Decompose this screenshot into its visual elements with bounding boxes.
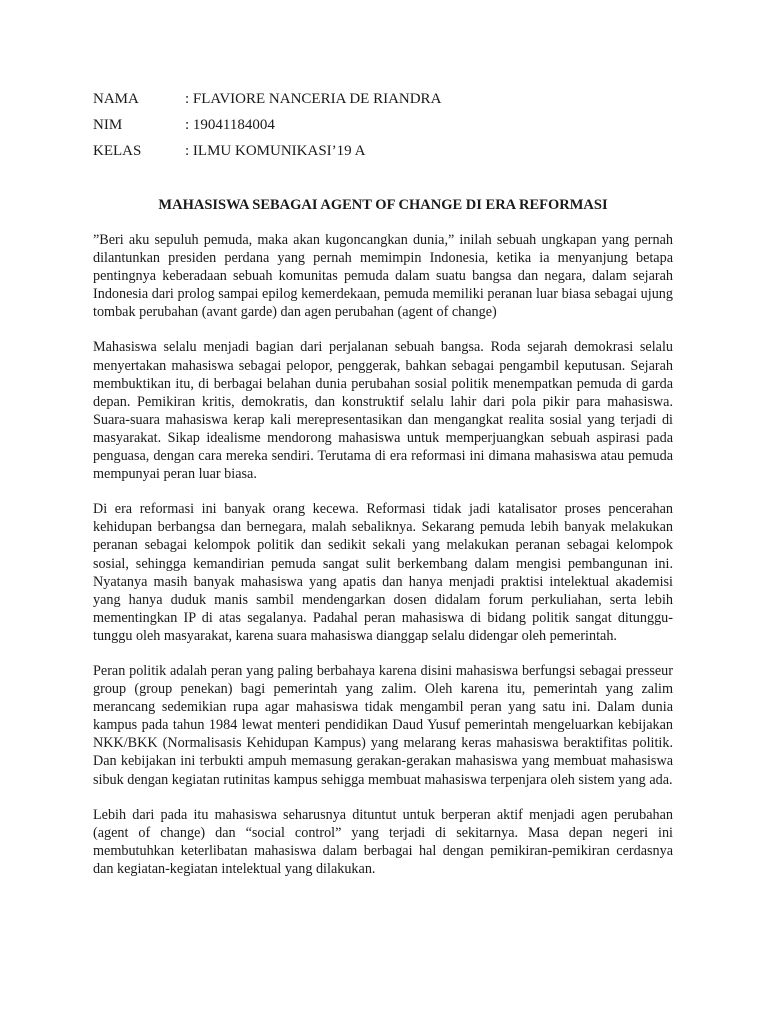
name-row <box>93 86 673 112</box>
paragraph-4: Peran politik adalah peran yang paling berbahaya karena disini mahasiswa berfungsi sebagai presseur group (group penekan) bagi pemerintah yang zalim. Oleh karena itu, pemerintah yang zalim merancang sedemikian rupa agar mahasiswa tidak mengambil peran yang satu ini. Dalam dunia kampus pada tahun 1984 lewat menteri pendidikan Daud Yusuf pemerintah mengeluarkan kebijakan NKK/BKK (Normalisasis Kehidupan Kampus) yang melarang keras mahasiswa beraktifitas politik. Dan kebijakan ini terbukti ampuh memasung gerakan-gerakan mahasiswa yang membuat mahasiswa sibuk dengan kegiatan rutinitas kampus sehigga membuat mahasiswa terpenjara oleh sistem yang ada. <box>93 662 673 788</box>
name-value: : FLAVIORE NANCERIA DE RIANDRA <box>185 91 442 107</box>
nim-row <box>93 112 673 138</box>
paragraph-2: Mahasiswa selalu menjadi bagian dari perjalanan sebuah bangsa. Roda sejarah demokrasi selalu menyertakan mahasiswa sebagai pelopor, penggerak, bahkan sebagai pengambil keputusan. Sejarah membuktikan itu, di berbagai belahan dunia perubahan sosial politik menempatkan pemuda di garda depan. Pemikiran kritis, demokratis, dan konstruktif selalu lahir dari pola pikir para mahasiswa. Suara-suara mahasiswa kerap kali merepresentasikan dan mengangkat realita sosial yang terjadi di masyarakat. Sikap idealisme mendorong mahasiswa untuk memperjuangkan sebuah aspirasi pada penguasa, dengan cara mereka sendiri. Terutama di era reformasi ini dimana mahasiswa atau pemuda mempunyai peran luar biasa. <box>93 339 673 483</box>
paragraph-3: Di era reformasi ini banyak orang kecewa. Reformasi tidak jadi katalisator proses pencerahan kehidupan berbangsa dan bernegara, malah sebaliknya. Sekarang pemuda lebih banyak melakukan peranan sebagai kelompok politik dan sedikit sekali yang melakukan peranan sebagai kelompok sosial, sehingga kemandirian pemuda sangat sulit berkembang dalam mengisi pembangunan ini. Nyatanya masih banyak mahasiswa yang apatis dan hanya menjadi praktisi intelektual akademisi yang hanya duduk manis sambil mendengarkan dosen didalam forum perkuliahan, serta lebih mementingkan IP di atas segalanya. Padahal peran mahasiswa di bidang politik sangat ditunggu-tunggu oleh masyarakat, karena suara mahasiswa dianggap selalu didengar oleh pemerintah. <box>93 501 673 644</box>
nim-value: : 19041184004 <box>185 117 275 133</box>
class-label: KELAS <box>93 143 142 159</box>
name-label: NAMA <box>93 91 139 107</box>
nim-label: NIM <box>93 117 123 133</box>
paragraph-5: Lebih dari pada itu mahasiswa seharusnya dituntut untuk berperan aktif menjadi agen perubahan (agent of change) dan “social control” yang terjadi di sekitarnya. Masa depan negeri ini membutuhkan keterlibatan mahasiswa dalam berbagai hal dengan pemikiran-pemikiran cerdasnya dan kegiatan-kegiatan intelektual yang dilakukan. <box>93 806 673 877</box>
class-value: : ILMU KOMUNIKASI’19 A <box>185 143 366 159</box>
document-page <box>93 86 673 878</box>
paragraph-1: ”Beri aku sepuluh pemuda, maka akan kugoncangkan dunia,” inilah sebuah ungkapan yang pernah dilantunkan presiden perdana yang pernah memimpin Indonesia, ketika ia menyanjung betapa pentingnya keberadaan sebuah komunitas pemuda dalam suatu bangsa dan negara, dalam sejarah Indonesia dari prolog sampai epilog kemerdekaan, pemuda memiliki peranan luar biasa sebagai ujung tombak perubahan (avant garde) dan agen perubahan (agent of change) <box>93 232 673 321</box>
student-info <box>93 86 673 164</box>
class-row <box>93 138 673 164</box>
essay-title: MAHASISWA SEBAGAI AGENT OF CHANGE DI ERA REFORMASI <box>158 197 608 213</box>
